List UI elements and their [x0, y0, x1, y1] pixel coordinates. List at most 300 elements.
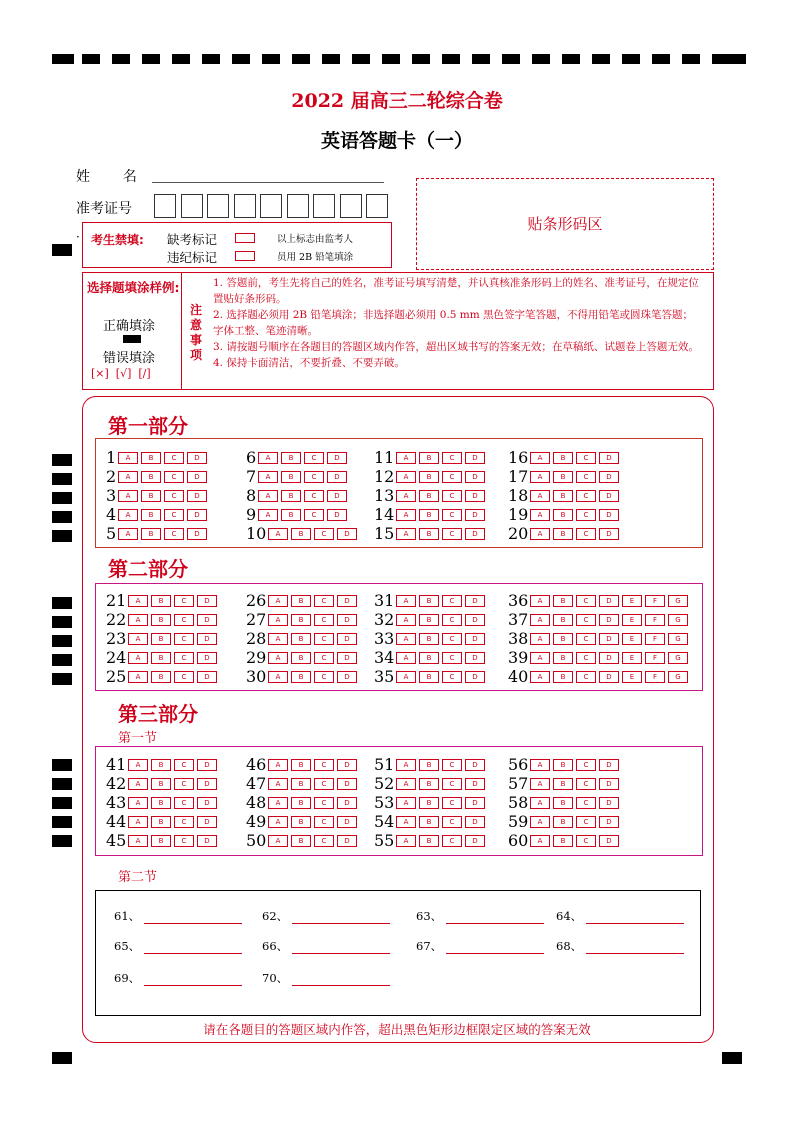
answer-line[interactable]: [446, 943, 544, 954]
option-bubble-b[interactable]: B: [151, 797, 171, 809]
option-bubble-a[interactable]: A: [268, 595, 288, 607]
option-bubble-c[interactable]: C: [174, 835, 194, 847]
option-bubble-c[interactable]: C: [304, 471, 324, 483]
option-bubble-d[interactable]: D: [599, 614, 619, 626]
option-bubble-c[interactable]: C: [442, 614, 462, 626]
option-bubble-a[interactable]: A: [268, 633, 288, 645]
option-bubble-a[interactable]: A: [128, 778, 148, 790]
option-bubble-b[interactable]: B: [291, 835, 311, 847]
option-bubble-a[interactable]: A: [396, 528, 416, 540]
option-bubble-b[interactable]: B: [419, 595, 439, 607]
option-bubble-d[interactable]: D: [337, 614, 357, 626]
option-bubble-d[interactable]: D: [465, 797, 485, 809]
option-bubble-b[interactable]: B: [553, 652, 573, 664]
option-bubble-g[interactable]: G: [668, 595, 688, 607]
option-bubble-d[interactable]: D: [465, 452, 485, 464]
timing-mark: [262, 54, 280, 64]
option-bubble-b[interactable]: B: [141, 452, 161, 464]
option-bubble-d[interactable]: D: [337, 528, 357, 540]
option-bubble-d[interactable]: D: [599, 759, 619, 771]
option-bubble-c[interactable]: C: [164, 509, 184, 521]
option-bubble-c[interactable]: C: [314, 614, 334, 626]
option-bubble-c[interactable]: C: [314, 595, 334, 607]
option-bubble-b[interactable]: B: [141, 490, 161, 502]
option-bubble-c[interactable]: C: [174, 652, 194, 664]
option-bubble-d[interactable]: D: [465, 595, 485, 607]
option-bubble-c[interactable]: C: [314, 759, 334, 771]
answer-line[interactable]: [446, 913, 544, 924]
option-bubble-a[interactable]: A: [258, 490, 278, 502]
option-bubble-c[interactable]: C: [442, 490, 462, 502]
option-bubble-d[interactable]: D: [337, 652, 357, 664]
option-bubble-g[interactable]: G: [668, 652, 688, 664]
option-bubble-a[interactable]: A: [396, 452, 416, 464]
option-bubble-c[interactable]: C: [442, 759, 462, 771]
question-53: [374, 792, 488, 810]
option-bubble-c[interactable]: C: [174, 816, 194, 828]
option-bubble-b[interactable]: B: [419, 528, 439, 540]
option-bubble-a[interactable]: A: [268, 759, 288, 771]
option-bubble-d[interactable]: D: [197, 671, 217, 683]
option-bubble-c[interactable]: C: [442, 778, 462, 790]
fill-question-61[interactable]: [114, 908, 242, 924]
option-bubble-d[interactable]: D: [337, 816, 357, 828]
option-bubble-b[interactable]: B: [553, 778, 573, 790]
option-bubble-a[interactable]: A: [396, 671, 416, 683]
option-bubble-b[interactable]: B: [141, 528, 161, 540]
option-bubble-a[interactable]: A: [396, 652, 416, 664]
option-bubble-a[interactable]: A: [530, 797, 550, 809]
fill-question-68[interactable]: [556, 938, 684, 954]
option-bubble-e[interactable]: E: [622, 652, 642, 664]
option-bubble-b[interactable]: B: [553, 671, 573, 683]
option-bubble-d[interactable]: D: [599, 528, 619, 540]
option-bubble-a[interactable]: A: [268, 614, 288, 626]
option-bubble-d[interactable]: D: [187, 471, 207, 483]
option-bubble-c[interactable]: C: [576, 471, 596, 483]
option-bubble-d[interactable]: D: [327, 471, 347, 483]
option-bubble-c[interactable]: C: [576, 816, 596, 828]
answer-line[interactable]: [144, 943, 242, 954]
exam-digit-box[interactable]: [340, 194, 362, 218]
option-bubble-c[interactable]: C: [442, 835, 462, 847]
option-bubble-d[interactable]: D: [599, 452, 619, 464]
timing-mark: [112, 54, 130, 64]
option-bubble-c[interactable]: C: [174, 614, 194, 626]
option-bubble-c[interactable]: C: [576, 652, 596, 664]
option-bubble-d[interactable]: D: [197, 835, 217, 847]
option-bubble-a[interactable]: A: [118, 490, 138, 502]
option-bubble-b[interactable]: B: [291, 528, 311, 540]
option-bubble-g[interactable]: G: [668, 671, 688, 683]
option-bubble-b[interactable]: B: [419, 633, 439, 645]
option-bubble-a[interactable]: A: [396, 509, 416, 521]
option-bubble-d[interactable]: D: [465, 471, 485, 483]
option-bubble-b[interactable]: B: [419, 778, 439, 790]
option-bubble-d[interactable]: D: [599, 778, 619, 790]
option-bubble-d[interactable]: D: [187, 509, 207, 521]
option-bubble-a[interactable]: A: [396, 816, 416, 828]
option-bubble-b[interactable]: B: [151, 671, 171, 683]
question-number: 22: [106, 609, 127, 629]
exam-digit-box[interactable]: [260, 194, 282, 218]
option-bubble-b[interactable]: B: [151, 633, 171, 645]
option-bubble-a[interactable]: A: [128, 652, 148, 664]
option-bubble-c[interactable]: C: [442, 816, 462, 828]
option-bubble-c[interactable]: C: [164, 528, 184, 540]
option-bubble-d[interactable]: D: [187, 452, 207, 464]
option-bubble-d[interactable]: D: [599, 652, 619, 664]
exam-digit-box[interactable]: [313, 194, 335, 218]
option-bubble-b[interactable]: B: [553, 614, 573, 626]
option-bubble-c[interactable]: C: [304, 452, 324, 464]
option-bubble-a[interactable]: A: [530, 759, 550, 771]
option-bubble-b[interactable]: B: [151, 835, 171, 847]
fill-question-62[interactable]: [262, 908, 390, 924]
option-bubble-d[interactable]: D: [465, 671, 485, 683]
option-bubble-b[interactable]: B: [553, 595, 573, 607]
option-bubble-b[interactable]: B: [553, 797, 573, 809]
option-bubble-a[interactable]: A: [530, 633, 550, 645]
fill-question-65[interactable]: [114, 938, 242, 954]
option-bubble-c[interactable]: C: [314, 778, 334, 790]
option-bubble-c[interactable]: C: [164, 471, 184, 483]
option-bubble-b[interactable]: B: [281, 452, 301, 464]
option-bubble-a[interactable]: A: [396, 595, 416, 607]
option-bubble-a[interactable]: A: [128, 671, 148, 683]
option-bubble-a[interactable]: A: [268, 671, 288, 683]
option-bubble-b[interactable]: B: [291, 671, 311, 683]
option-bubble-a[interactable]: A: [258, 509, 278, 521]
option-bubble-c[interactable]: C: [174, 633, 194, 645]
option-bubble-b[interactable]: B: [419, 797, 439, 809]
option-bubble-f[interactable]: F: [645, 671, 665, 683]
option-bubble-d[interactable]: D: [599, 633, 619, 645]
option-bubble-d[interactable]: D: [327, 490, 347, 502]
answer-line[interactable]: [292, 975, 390, 986]
option-bubble-a[interactable]: A: [118, 452, 138, 464]
option-bubble-c[interactable]: C: [314, 835, 334, 847]
option-bubble-a[interactable]: A: [128, 614, 148, 626]
option-bubble-a[interactable]: A: [530, 528, 550, 540]
option-bubble-a[interactable]: A: [128, 816, 148, 828]
option-bubble-c[interactable]: C: [442, 595, 462, 607]
answer-line[interactable]: [144, 975, 242, 986]
option-bubble-a[interactable]: A: [396, 614, 416, 626]
option-bubble-c[interactable]: C: [174, 778, 194, 790]
option-bubble-a[interactable]: A: [118, 471, 138, 483]
option-bubble-c[interactable]: C: [442, 652, 462, 664]
option-bubble-a[interactable]: A: [396, 633, 416, 645]
name-field[interactable]: [152, 182, 384, 183]
option-bubble-d[interactable]: D: [337, 778, 357, 790]
option-bubble-c[interactable]: C: [442, 671, 462, 683]
option-bubble-b[interactable]: B: [419, 452, 439, 464]
answer-line[interactable]: [292, 913, 390, 924]
absent-mark-box[interactable]: [235, 233, 255, 243]
fill-question-66[interactable]: [262, 938, 390, 954]
option-bubble-c[interactable]: C: [576, 614, 596, 626]
option-bubble-a[interactable]: A: [268, 835, 288, 847]
option-bubble-c[interactable]: C: [304, 509, 324, 521]
option-bubble-a[interactable]: A: [530, 509, 550, 521]
option-bubble-c[interactable]: C: [442, 528, 462, 540]
fill-question-69[interactable]: [114, 970, 242, 986]
option-bubble-f[interactable]: F: [645, 614, 665, 626]
option-bubble-a[interactable]: A: [530, 778, 550, 790]
option-bubble-b[interactable]: B: [281, 471, 301, 483]
option-bubble-d[interactable]: D: [599, 671, 619, 683]
option-bubble-c[interactable]: C: [442, 797, 462, 809]
question-number: 3: [106, 485, 117, 505]
option-bubble-c[interactable]: C: [314, 816, 334, 828]
option-bubble-a[interactable]: A: [396, 759, 416, 771]
option-bubble-b[interactable]: B: [291, 759, 311, 771]
option-bubble-b[interactable]: B: [291, 633, 311, 645]
option-bubble-a[interactable]: A: [128, 797, 148, 809]
option-bubble-b[interactable]: B: [419, 490, 439, 502]
option-bubble-c[interactable]: C: [174, 797, 194, 809]
option-bubble-d[interactable]: D: [187, 490, 207, 502]
option-bubble-d[interactable]: D: [465, 509, 485, 521]
option-bubble-c[interactable]: C: [576, 452, 596, 464]
option-bubble-a[interactable]: A: [530, 471, 550, 483]
option-bubble-e[interactable]: E: [622, 614, 642, 626]
option-bubble-b[interactable]: B: [419, 759, 439, 771]
option-bubble-a[interactable]: A: [268, 816, 288, 828]
option-bubble-b[interactable]: B: [553, 452, 573, 464]
option-bubble-d[interactable]: D: [599, 595, 619, 607]
option-bubble-c[interactable]: C: [442, 633, 462, 645]
option-bubble-d[interactable]: D: [337, 633, 357, 645]
option-bubble-b[interactable]: B: [151, 595, 171, 607]
option-bubble-d[interactable]: D: [197, 595, 217, 607]
option-bubble-c[interactable]: C: [314, 633, 334, 645]
option-bubble-b[interactable]: B: [151, 652, 171, 664]
option-bubble-b[interactable]: B: [141, 471, 161, 483]
option-bubble-d[interactable]: D: [337, 835, 357, 847]
option-bubble-d[interactable]: D: [327, 452, 347, 464]
exam-digit-box[interactable]: [181, 194, 203, 218]
option-bubble-d[interactable]: D: [599, 797, 619, 809]
question-number: 44: [106, 811, 127, 831]
option-bubble-d[interactable]: D: [197, 816, 217, 828]
option-bubble-e[interactable]: E: [622, 633, 642, 645]
option-bubble-c[interactable]: C: [576, 528, 596, 540]
option-bubble-b[interactable]: B: [281, 509, 301, 521]
option-bubble-a[interactable]: A: [530, 614, 550, 626]
option-bubble-b[interactable]: B: [291, 778, 311, 790]
option-bubble-d[interactable]: D: [197, 759, 217, 771]
option-bubble-b[interactable]: B: [419, 652, 439, 664]
option-bubble-a[interactable]: A: [128, 633, 148, 645]
option-bubble-c[interactable]: C: [314, 671, 334, 683]
option-bubble-c[interactable]: C: [164, 490, 184, 502]
option-bubble-d[interactable]: D: [337, 671, 357, 683]
answer-line[interactable]: [586, 913, 684, 924]
option-bubble-d[interactable]: D: [465, 652, 485, 664]
option-bubble-d[interactable]: D: [465, 633, 485, 645]
option-bubble-d[interactable]: D: [197, 797, 217, 809]
exam-digit-box[interactable]: [287, 194, 309, 218]
option-bubble-a[interactable]: A: [118, 509, 138, 521]
option-bubble-c[interactable]: C: [576, 835, 596, 847]
option-bubble-b[interactable]: B: [151, 816, 171, 828]
option-bubble-d[interactable]: D: [465, 614, 485, 626]
option-bubble-a[interactable]: A: [530, 452, 550, 464]
option-bubble-b[interactable]: B: [291, 614, 311, 626]
option-bubble-d[interactable]: D: [197, 614, 217, 626]
option-bubble-d[interactable]: D: [337, 797, 357, 809]
option-bubble-c[interactable]: C: [174, 595, 194, 607]
option-bubble-c[interactable]: C: [314, 528, 334, 540]
option-bubble-d[interactable]: D: [197, 652, 217, 664]
option-bubble-a[interactable]: A: [396, 778, 416, 790]
fill-question-70[interactable]: [262, 970, 390, 986]
option-bubble-b[interactable]: B: [419, 471, 439, 483]
option-bubble-b[interactable]: B: [553, 633, 573, 645]
option-bubble-b[interactable]: B: [553, 509, 573, 521]
option-bubble-a[interactable]: A: [118, 528, 138, 540]
option-bubble-b[interactable]: B: [553, 835, 573, 847]
option-bubble-a[interactable]: A: [268, 778, 288, 790]
option-bubble-d[interactable]: D: [465, 490, 485, 502]
exam-digit-box[interactable]: [234, 194, 256, 218]
option-bubble-d[interactable]: D: [187, 528, 207, 540]
option-bubble-g[interactable]: G: [668, 614, 688, 626]
option-bubble-c[interactable]: C: [442, 509, 462, 521]
option-bubble-c[interactable]: C: [576, 595, 596, 607]
option-bubble-a[interactable]: A: [530, 671, 550, 683]
option-bubble-c[interactable]: C: [576, 759, 596, 771]
option-bubble-c[interactable]: C: [576, 797, 596, 809]
option-bubble-c[interactable]: C: [164, 452, 184, 464]
option-bubble-c[interactable]: C: [314, 797, 334, 809]
question-number: 29: [246, 647, 267, 667]
option-bubble-c[interactable]: C: [304, 490, 324, 502]
option-bubble-d[interactable]: D: [465, 835, 485, 847]
option-bubble-a[interactable]: A: [128, 835, 148, 847]
answer-line[interactable]: [586, 943, 684, 954]
option-bubble-b[interactable]: B: [291, 816, 311, 828]
option-bubble-b[interactable]: B: [291, 797, 311, 809]
option-bubble-d[interactable]: D: [465, 528, 485, 540]
option-bubble-a[interactable]: A: [530, 490, 550, 502]
question-47: [246, 773, 360, 791]
option-bubble-b[interactable]: B: [553, 471, 573, 483]
fill-question-64[interactable]: [556, 908, 684, 924]
option-bubble-d[interactable]: D: [197, 778, 217, 790]
option-bubble-c[interactable]: C: [174, 759, 194, 771]
option-bubble-a[interactable]: A: [268, 797, 288, 809]
option-bubble-e[interactable]: E: [622, 671, 642, 683]
question-number: 52: [374, 773, 395, 793]
option-bubble-e[interactable]: E: [622, 595, 642, 607]
option-bubble-a[interactable]: A: [268, 528, 288, 540]
option-bubble-b[interactable]: B: [151, 614, 171, 626]
option-bubble-a[interactable]: A: [530, 652, 550, 664]
option-bubble-c[interactable]: C: [442, 452, 462, 464]
fill-question-67[interactable]: [416, 938, 544, 954]
option-bubble-a[interactable]: A: [128, 759, 148, 771]
option-bubble-b[interactable]: B: [151, 759, 171, 771]
option-bubble-b[interactable]: B: [419, 614, 439, 626]
option-bubble-f[interactable]: F: [645, 652, 665, 664]
timing-mark: [322, 54, 340, 64]
exam-digit-box[interactable]: [366, 194, 388, 218]
exam-digit-box[interactable]: [154, 194, 176, 218]
option-bubble-f[interactable]: F: [645, 595, 665, 607]
option-bubble-c[interactable]: C: [576, 671, 596, 683]
option-bubble-a[interactable]: A: [268, 652, 288, 664]
option-bubble-d[interactable]: D: [465, 759, 485, 771]
option-bubble-b[interactable]: B: [419, 835, 439, 847]
option-bubble-d[interactable]: D: [197, 633, 217, 645]
option-bubble-d[interactable]: D: [599, 509, 619, 521]
answer-line[interactable]: [292, 943, 390, 954]
option-bubble-a[interactable]: A: [258, 471, 278, 483]
option-bubble-b[interactable]: B: [141, 509, 161, 521]
option-bubble-a[interactable]: A: [258, 452, 278, 464]
option-bubble-c[interactable]: C: [576, 490, 596, 502]
option-bubble-f[interactable]: F: [645, 633, 665, 645]
option-bubble-b[interactable]: B: [553, 816, 573, 828]
option-bubble-a[interactable]: A: [530, 595, 550, 607]
option-bubble-c[interactable]: C: [576, 633, 596, 645]
answer-line[interactable]: [144, 913, 242, 924]
option-bubble-a[interactable]: A: [128, 595, 148, 607]
violation-mark-box[interactable]: [235, 251, 255, 261]
option-bubble-b[interactable]: B: [419, 671, 439, 683]
option-bubble-c[interactable]: C: [314, 652, 334, 664]
option-bubble-b[interactable]: B: [419, 509, 439, 521]
option-bubble-b[interactable]: B: [281, 490, 301, 502]
question-40: [508, 666, 691, 684]
option-bubble-g[interactable]: G: [668, 633, 688, 645]
option-bubble-b[interactable]: B: [291, 652, 311, 664]
option-bubble-a[interactable]: A: [530, 835, 550, 847]
option-bubble-d[interactable]: D: [465, 778, 485, 790]
option-bubble-b[interactable]: B: [151, 778, 171, 790]
option-bubble-b[interactable]: B: [553, 490, 573, 502]
option-bubble-d[interactable]: D: [337, 759, 357, 771]
option-bubble-c[interactable]: C: [174, 671, 194, 683]
option-bubble-b[interactable]: B: [553, 759, 573, 771]
option-bubble-b[interactable]: B: [553, 528, 573, 540]
option-bubble-a[interactable]: A: [396, 471, 416, 483]
option-bubble-a[interactable]: A: [396, 797, 416, 809]
option-bubble-d[interactable]: D: [465, 816, 485, 828]
option-bubble-b[interactable]: B: [291, 595, 311, 607]
option-bubble-d[interactable]: D: [599, 835, 619, 847]
option-bubble-d[interactable]: D: [599, 471, 619, 483]
option-bubble-d[interactable]: D: [599, 816, 619, 828]
option-bubble-b[interactable]: B: [419, 816, 439, 828]
option-bubble-c[interactable]: C: [576, 778, 596, 790]
exam-digit-box[interactable]: [207, 194, 229, 218]
option-bubble-d[interactable]: D: [337, 595, 357, 607]
option-bubble-a[interactable]: A: [396, 835, 416, 847]
option-bubble-d[interactable]: D: [327, 509, 347, 521]
fill-question-63[interactable]: [416, 908, 544, 924]
option-bubble-d[interactable]: D: [599, 490, 619, 502]
option-bubble-a[interactable]: A: [396, 490, 416, 502]
option-bubble-c[interactable]: C: [576, 509, 596, 521]
question-12: [374, 466, 488, 484]
invigilator-note-2: 员用 2B 铅笔填涂: [277, 252, 354, 263]
option-bubble-a[interactable]: A: [530, 816, 550, 828]
option-bubble-c[interactable]: C: [442, 471, 462, 483]
